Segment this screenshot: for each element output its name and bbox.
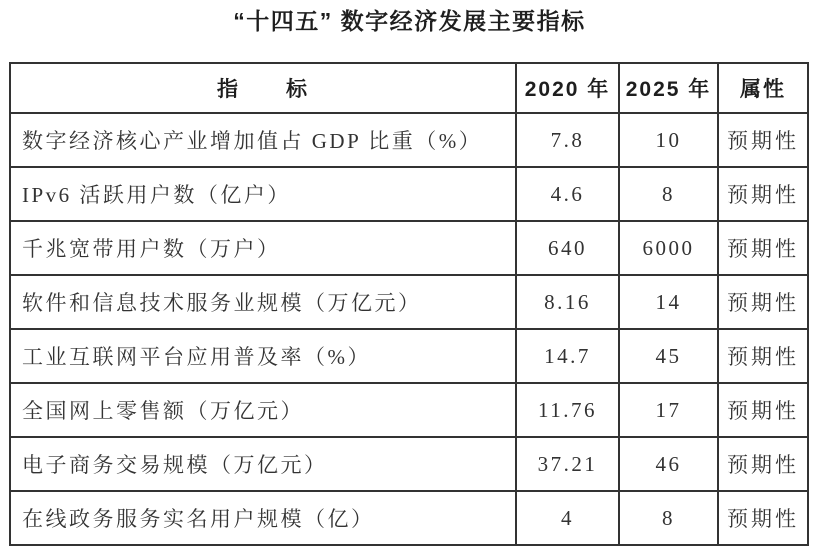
table-row [10,437,808,491]
value-2025: 17 [619,383,718,437]
value-attribute: 预期性 [718,275,808,329]
value-attribute: 预期性 [718,113,808,167]
value-2020: 640 [516,221,619,275]
header-indicator: 指 标 [10,63,516,113]
indicator-name: 全国网上零售额（万亿元） [10,383,516,437]
table-row [10,329,808,383]
value-2020: 8.16 [516,275,619,329]
table-row [10,491,808,545]
value-attribute: 预期性 [718,221,808,275]
value-attribute: 预期性 [718,167,808,221]
table-row [10,383,808,437]
table-header-row [10,63,808,113]
value-2020: 11.76 [516,383,619,437]
indicator-name: 电子商务交易规模（万亿元） [10,437,516,491]
indicator-name: 数字经济核心产业增加值占 GDP 比重（%） [10,113,516,167]
indicator-name: IPv6 活跃用户数（亿户） [10,167,516,221]
value-2025: 6000 [619,221,718,275]
indicator-name: 在线政务服务实名用户规模（亿） [10,491,516,545]
indicator-name: 软件和信息技术服务业规模（万亿元） [10,275,516,329]
value-2020: 37.21 [516,437,619,491]
value-2025: 14 [619,275,718,329]
value-2025: 10 [619,113,718,167]
value-attribute: 预期性 [718,383,808,437]
indicator-table [9,62,809,546]
value-2025: 45 [619,329,718,383]
value-attribute: 预期性 [718,329,808,383]
value-2020: 7.8 [516,113,619,167]
indicator-name: 工业互联网平台应用普及率（%） [10,329,516,383]
table-row [10,167,808,221]
value-2025: 8 [619,167,718,221]
header-2025: 2025 年 [619,63,718,113]
value-attribute: 预期性 [718,437,808,491]
value-2020: 14.7 [516,329,619,383]
value-2020: 4.6 [516,167,619,221]
table-row [10,275,808,329]
header-attribute: 属性 [718,63,808,113]
value-2020: 4 [516,491,619,545]
header-2020: 2020 年 [516,63,619,113]
indicator-name: 千兆宽带用户数（万户） [10,221,516,275]
value-attribute: 预期性 [718,491,808,545]
value-2025: 46 [619,437,718,491]
page-title: “十四五” 数字经济发展主要指标 [233,8,586,34]
table-row [10,221,808,275]
value-2025: 8 [619,491,718,545]
table-row [10,113,808,167]
